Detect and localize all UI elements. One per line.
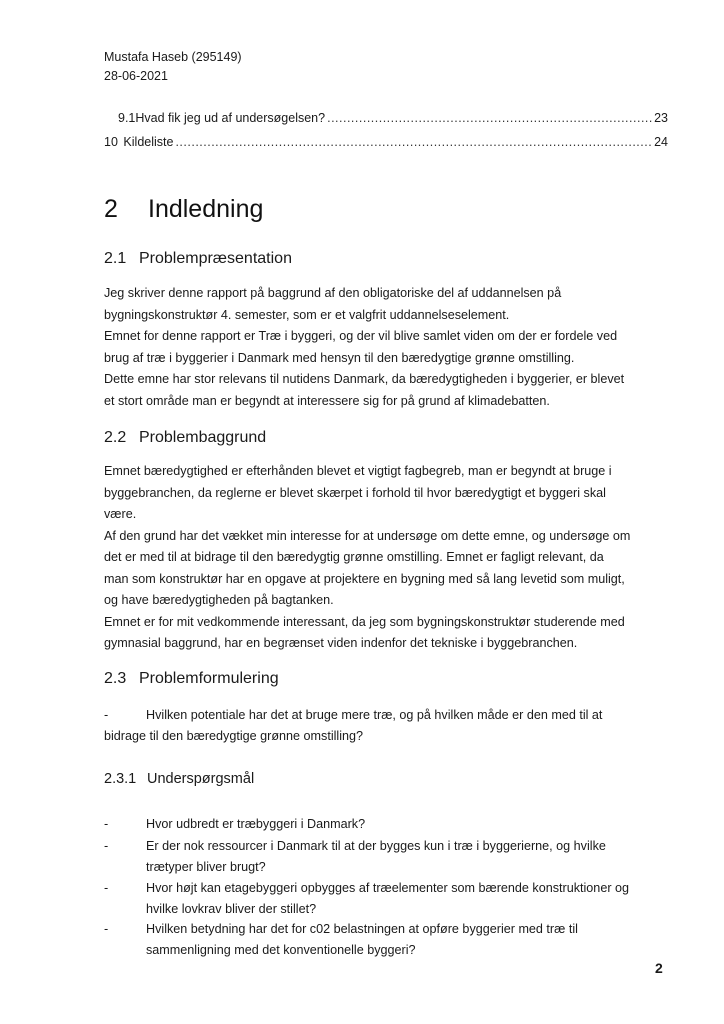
question-line: hvilke lovkrav bliver der stillet?	[146, 902, 317, 916]
section-heading-2-2	[104, 428, 266, 448]
body-line: være.	[104, 507, 137, 521]
header-date: 28-06-2021	[104, 69, 168, 83]
page-number: 2	[655, 960, 663, 976]
bullet-dash: -	[104, 881, 109, 895]
body-line: brug af træ i byggerier i Danmark med hensyn til den bæredygtige grønne omstilling.	[104, 350, 575, 365]
section-body-2-1	[104, 283, 674, 412]
bullet-dash: -	[104, 839, 109, 853]
subsection-title: Underspørgsmål	[147, 771, 255, 787]
question-line: Hvilken betydning har det for c02 belastningen at opføre byggerier med træ til	[146, 922, 578, 936]
body-line: bygningskonstruktør 4. semester, som er et valgfrit uddannelseselement.	[104, 307, 510, 322]
body-line: et stort område man er begyndt at interessere sig for på grund af klimadebatten.	[104, 393, 550, 408]
toc-entry-10[interactable]	[104, 134, 668, 150]
question-line: sammenligning med det konventionelle byggeri?	[146, 943, 416, 957]
chapter-number: 2	[104, 195, 118, 223]
section-body-2-2	[104, 461, 674, 655]
body-line: Af den grund har det vækket min interesse for at undersøge om dette emne, og undersøge om	[104, 528, 631, 543]
sub-question-3	[104, 878, 674, 920]
bullet-dash: -	[104, 922, 109, 936]
sub-question-4	[104, 919, 674, 961]
body-line: Emnet for denne rapport er Træ i byggeri, og der vil blive samlet viden om der er fordele ved	[104, 329, 618, 343]
toc-entry-title: Kildeliste	[123, 135, 174, 149]
body-line: og have bæredygtigheden på bagtanken.	[104, 593, 334, 607]
page-header	[104, 48, 242, 86]
problem-formulation-question	[104, 705, 674, 747]
question-line: Hvor udbredt er træbyggeri i Danmark?	[146, 817, 366, 831]
body-line: gymnasial baggrund, har en begrænset viden indenfor det tekniske i byggebranchen.	[104, 636, 578, 650]
question-line: Hvor højt kan etagebyggeri opbygges af træelementer som bærende konstruktioner og	[146, 881, 630, 895]
body-line: Jeg skriver denne rapport på baggrund af den obligatoriske del af uddannelsen på	[104, 286, 562, 300]
body-line: Dette emne har stor relevans til nutidens Danmark, da bæredygtigheden i byggerier, er blevet	[104, 372, 625, 386]
section-heading-2-3	[104, 669, 279, 689]
body-line: byggebranchen, da reglerne er blevet skærpet i forhold til hvor bæredygtigt et byggeri skal	[104, 485, 606, 500]
section-number: 2.3	[104, 670, 127, 687]
chapter-heading	[104, 194, 263, 224]
toc-entry-number: 9.1	[118, 111, 136, 125]
toc-entry-page: 23	[654, 111, 668, 125]
toc-entry-number: 10	[104, 135, 118, 149]
subsection-heading-2-3-1	[104, 770, 254, 788]
question-line: Er der nok ressourcer i Danmark til at der bygges kun i træ i byggerierne, og hvilke	[146, 839, 606, 853]
section-heading-2-1	[104, 249, 292, 269]
question-line: trætyper bliver brugt?	[146, 860, 266, 874]
toc-entry-9-1[interactable]	[118, 110, 668, 126]
section-title: Problembaggrund	[139, 429, 267, 446]
question-line: Hvilken potentiale har det at bruge mere træ, og på hvilken måde er den med til at	[146, 708, 603, 722]
section-number: 2.2	[104, 429, 127, 446]
author-name: Mustafa Haseb (295149)	[104, 50, 242, 64]
question-line: bidrage til den bæredygtige grønne omstilling?	[104, 729, 364, 743]
section-title: Problempræsentation	[139, 250, 292, 267]
toc-dot-leader	[175, 134, 652, 150]
body-line: man som konstruktør har en opgave at projektere en bygning med så lang levetid som muligt,	[104, 571, 625, 586]
body-line: Emnet er for mit vedkommende interessant, da jeg som bygningskonstruktør studerende med	[104, 614, 625, 629]
subsection-number: 2.3.1	[104, 771, 137, 787]
body-line: det er med til at bidrage til den bæredygtig grønne omstilling. Emnet er fagligt relevant, da	[104, 550, 604, 564]
section-title: Problemformulering	[139, 670, 279, 687]
sub-question-1	[104, 814, 674, 835]
sub-question-2	[104, 836, 674, 878]
chapter-title: Indledning	[148, 195, 264, 223]
section-number: 2.1	[104, 250, 127, 267]
bullet-dash: -	[104, 708, 109, 722]
body-line: Emnet bæredygtighed er efterhånden blevet et vigtigt fagbegreb, man er begyndt at bruge i	[104, 464, 612, 478]
toc-entry-page: 24	[654, 135, 668, 149]
bullet-dash: -	[104, 817, 109, 831]
toc-dot-leader	[327, 110, 652, 126]
toc-entry-title: Hvad fik jeg ud af undersøgelsen?	[135, 111, 326, 125]
